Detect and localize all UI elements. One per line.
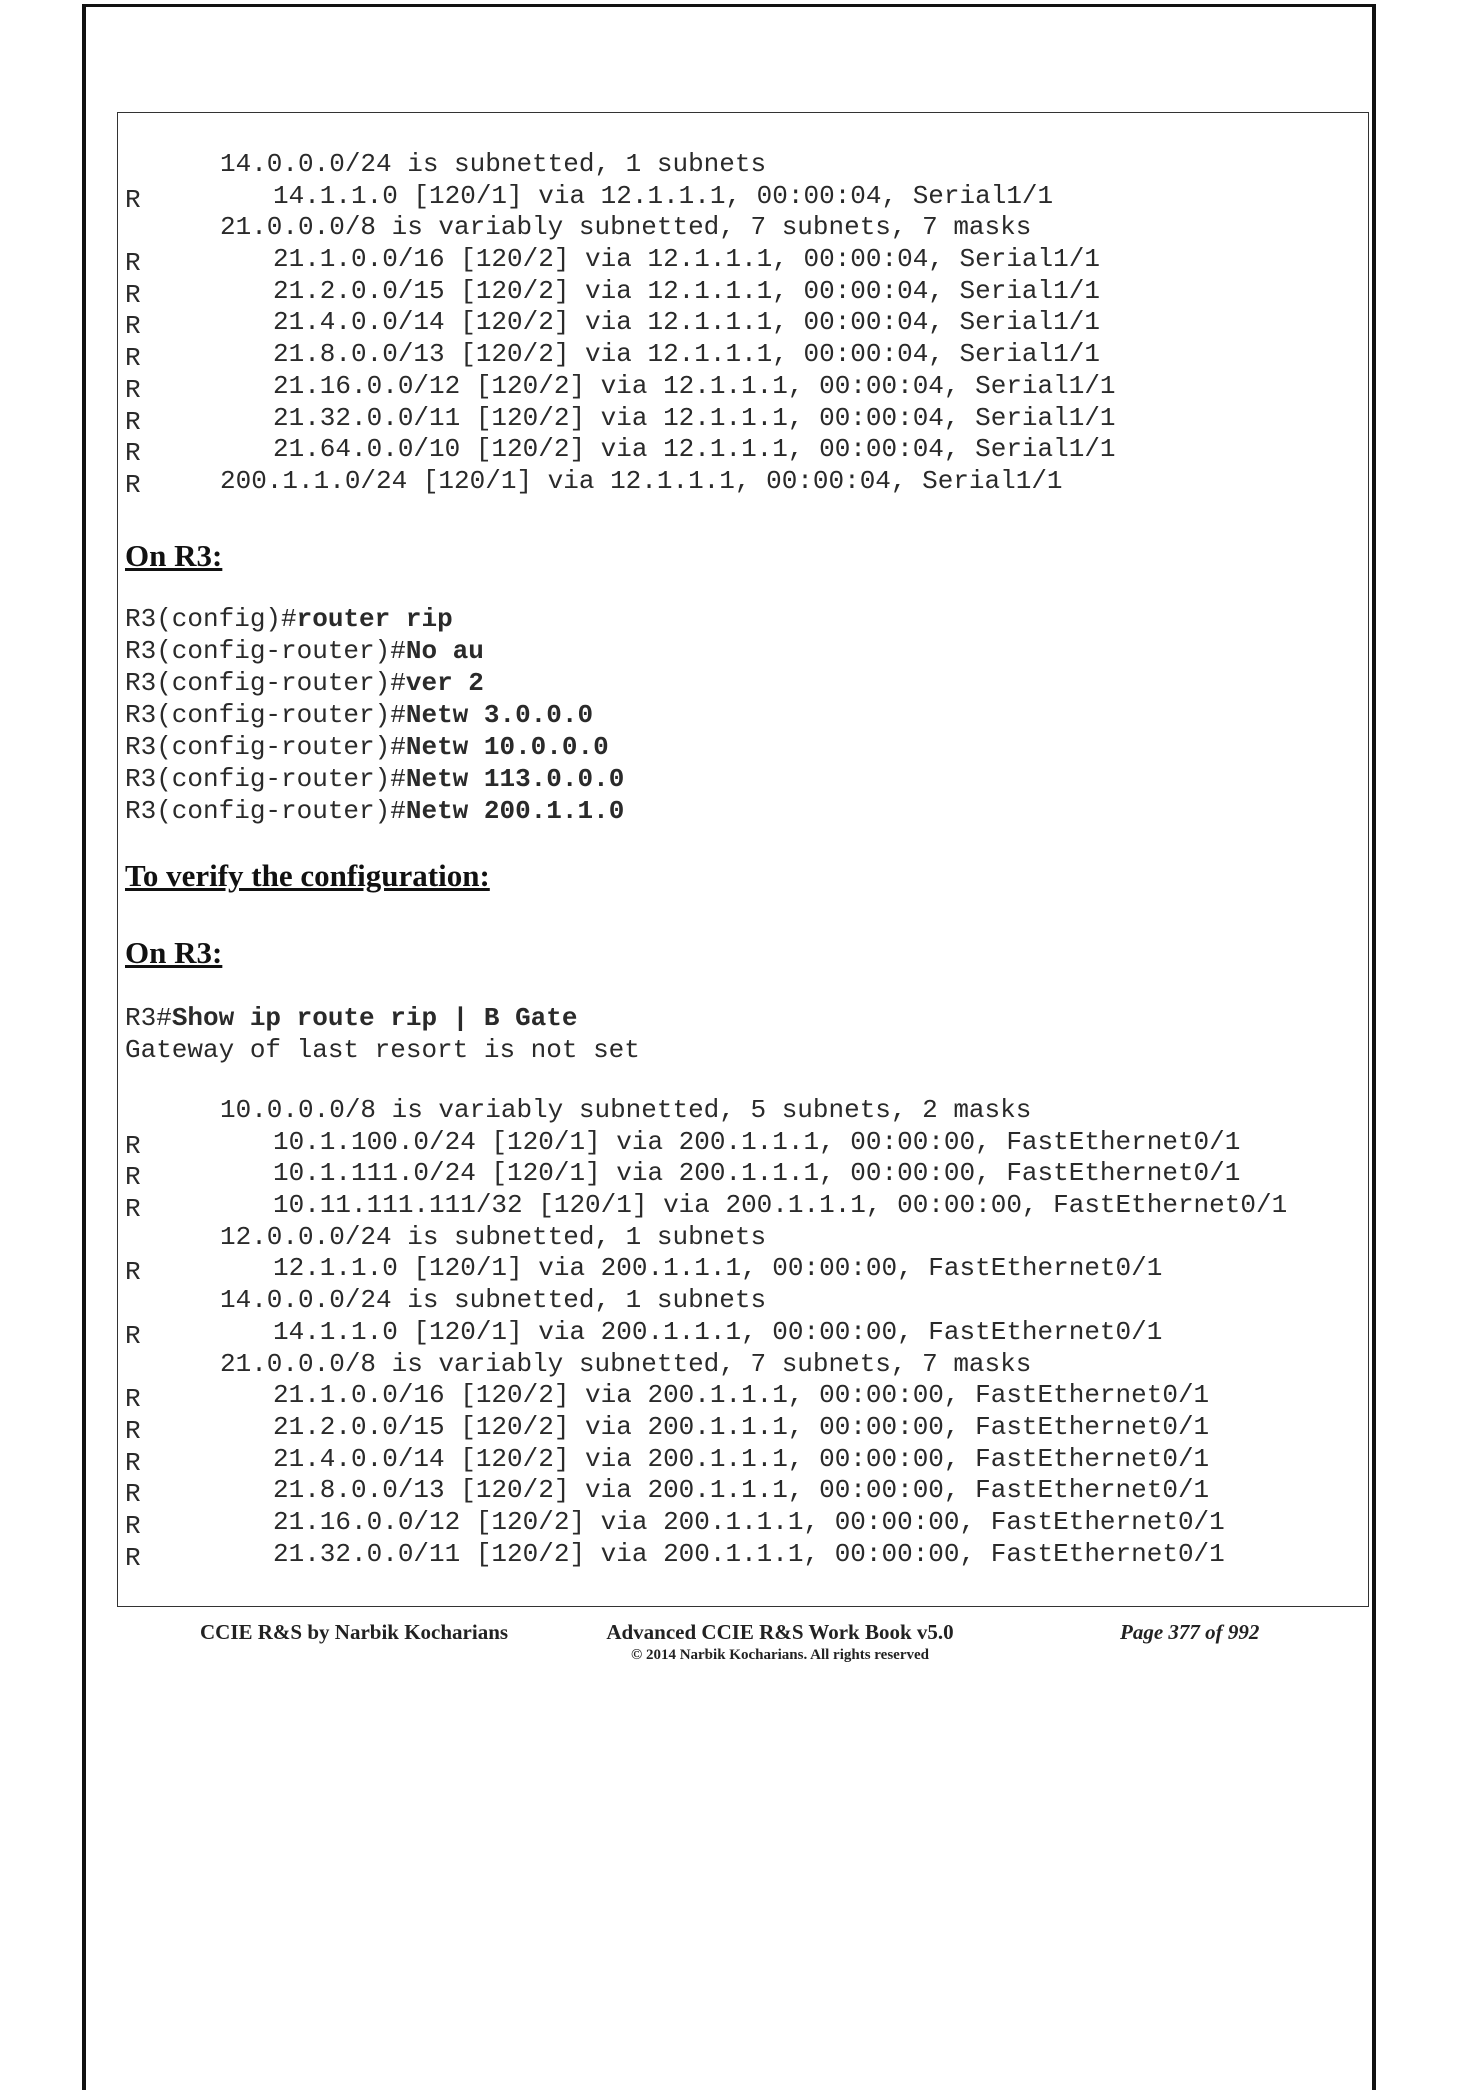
config-prompt: R3(config-router)# [125,636,406,666]
gateway-line: Gateway of last resort is not set [125,1035,640,1065]
route-code: R [125,1130,141,1161]
route-text: 21.1.0.0/16 [120/2] via 12.1.1.1, 00:00:04, Serial1/1 [273,244,1100,275]
route-code: R [125,1479,141,1510]
config-line [125,763,624,795]
heading-verify: To verify the configuration: [125,858,490,893]
route-text: 10.0.0.0/8 is variably subnetted, 5 subnets, 2 masks [220,1095,1032,1125]
route-text: 10.1.111.0/24 [120/1] via 200.1.1.1, 00:00:00, FastEthernet0/1 [273,1158,1241,1189]
footer-title-block [580,1620,980,1664]
route-text: 10.1.100.0/24 [120/1] via 200.1.1.1, 00:00:00, FastEthernet0/1 [273,1126,1241,1157]
route-text: 21.4.0.0/14 [120/2] via 200.1.1.1, 00:00:00, FastEthernet0/1 [273,1443,1210,1474]
route-code: R [125,1384,141,1415]
config-prompt: R3(config-router)# [125,700,406,730]
route-code: R [125,1320,141,1351]
config-command: Netw 200.1.1.0 [405,796,625,826]
config-prompt: R3(config-router)# [125,796,406,826]
route-code: R [125,311,141,342]
route-text: 21.8.0.0/13 [120/2] via 12.1.1.1, 00:00:04, Serial1/1 [273,339,1100,370]
route-text: 14.1.1.0 [120/1] via 12.1.1.1, 00:00:04, Serial1/1 [273,180,1054,211]
route-code: R [125,248,141,279]
route-text: 21.16.0.0/12 [120/2] via 12.1.1.1, 00:00:04, Serial1/1 [273,370,1116,401]
route-code: R [125,279,141,310]
route-text: 14.0.0.0/24 is subnetted, 1 subnets [220,149,767,179]
config-prompt: R3(config-router)# [125,732,406,762]
route-text: 21.32.0.0/11 [120/2] via 12.1.1.1, 00:00:04, Serial1/1 [273,402,1116,433]
config-line [125,603,624,635]
route-text: 21.1.0.0/16 [120/2] via 200.1.1.1, 00:00:00, FastEthernet0/1 [273,1380,1210,1411]
route-code: R [125,184,141,215]
route-text: 21.2.0.0/15 [120/2] via 12.1.1.1, 00:00:04, Serial1/1 [273,275,1100,306]
config-line [125,795,624,827]
route-code: R [125,343,141,374]
route-code: R [125,374,141,405]
config-command: Netw 3.0.0.0 [405,700,594,730]
route-code: R [125,1194,141,1225]
route-code: R [125,469,141,500]
route-code: R [125,1257,141,1288]
show-prompt: R3# [125,1003,172,1033]
config-prompt: R3(config-router)# [125,668,406,698]
config-command: Netw 113.0.0.0 [405,764,625,794]
config-command: Netw 10.0.0.0 [405,732,609,762]
config-prompt: R3(config-router)# [125,764,406,794]
config-line [125,731,624,763]
config-line [125,699,624,731]
route-code: R [125,1162,141,1193]
route-text: 14.1.1.0 [120/1] via 200.1.1.1, 00:00:00, FastEthernet0/1 [273,1316,1163,1347]
footer-page-number: Page 377 of 992 [1120,1620,1260,1644]
footer-book-title: Advanced CCIE R&S Work Book v5.0 [606,1620,954,1644]
route-text: 21.4.0.0/14 [120/2] via 12.1.1.1, 00:00:04, Serial1/1 [273,307,1100,338]
route-text: 10.11.111.111/32 [120/1] via 200.1.1.1, 00:00:00, FastEthernet0/1 [273,1190,1288,1221]
config-line [125,667,624,699]
footer-author: CCIE R&S by Narbik Kocharians [200,1620,509,1644]
route-code: R [125,1415,141,1446]
config-command: No au [405,636,484,666]
config-command: ver 2 [405,668,484,698]
route-text: 21.64.0.0/10 [120/2] via 12.1.1.1, 00:00:04, Serial1/1 [273,434,1116,465]
route-text: 12.0.0.0/24 is subnetted, 1 subnets [220,1221,767,1252]
route-text: 21.8.0.0/13 [120/2] via 200.1.1.1, 00:00:00, FastEthernet0/1 [273,1475,1210,1506]
route-text: 21.32.0.0/11 [120/2] via 200.1.1.1, 00:00:00, FastEthernet0/1 [273,1538,1225,1569]
route-code: R [125,438,141,469]
route-text: 21.0.0.0/8 is variably subnetted, 7 subnets, 7 masks [220,1348,1032,1379]
config-line [125,635,624,667]
route-code: R [125,1447,141,1478]
route-text: 21.16.0.0/12 [120/2] via 200.1.1.1, 00:00:00, FastEthernet0/1 [273,1506,1225,1537]
config-commands [125,603,624,827]
config-prompt: R3(config)# [125,604,297,634]
show-command-line [125,1002,640,1034]
heading-on-r3-verify: On R3: [125,935,223,970]
show-command-block [125,1002,640,1066]
config-command: router rip [296,604,453,634]
route-text: 14.0.0.0/24 is subnetted, 1 subnets [220,1285,767,1316]
footer-copyright: © 2014 Narbik Kocharians. All rights reserved [630,1647,929,1663]
route-text: 21.0.0.0/8 is variably subnetted, 7 subnets, 7 masks [220,212,1032,243]
route-code: R [125,406,141,437]
show-command: Show ip route rip | B Gate [171,1003,578,1033]
route-code: R [125,1542,141,1573]
route-code: R [125,1510,141,1541]
heading-on-r3: On R3: [125,538,223,573]
route-text: 21.2.0.0/15 [120/2] via 200.1.1.1, 00:00:00, FastEthernet0/1 [273,1411,1210,1442]
route-text: 200.1.1.0/24 [120/1] via 12.1.1.1, 00:00:04, Serial1/1 [220,465,1063,496]
route-text: 12.1.1.0 [120/1] via 200.1.1.1, 00:00:00, FastEthernet0/1 [273,1253,1163,1284]
